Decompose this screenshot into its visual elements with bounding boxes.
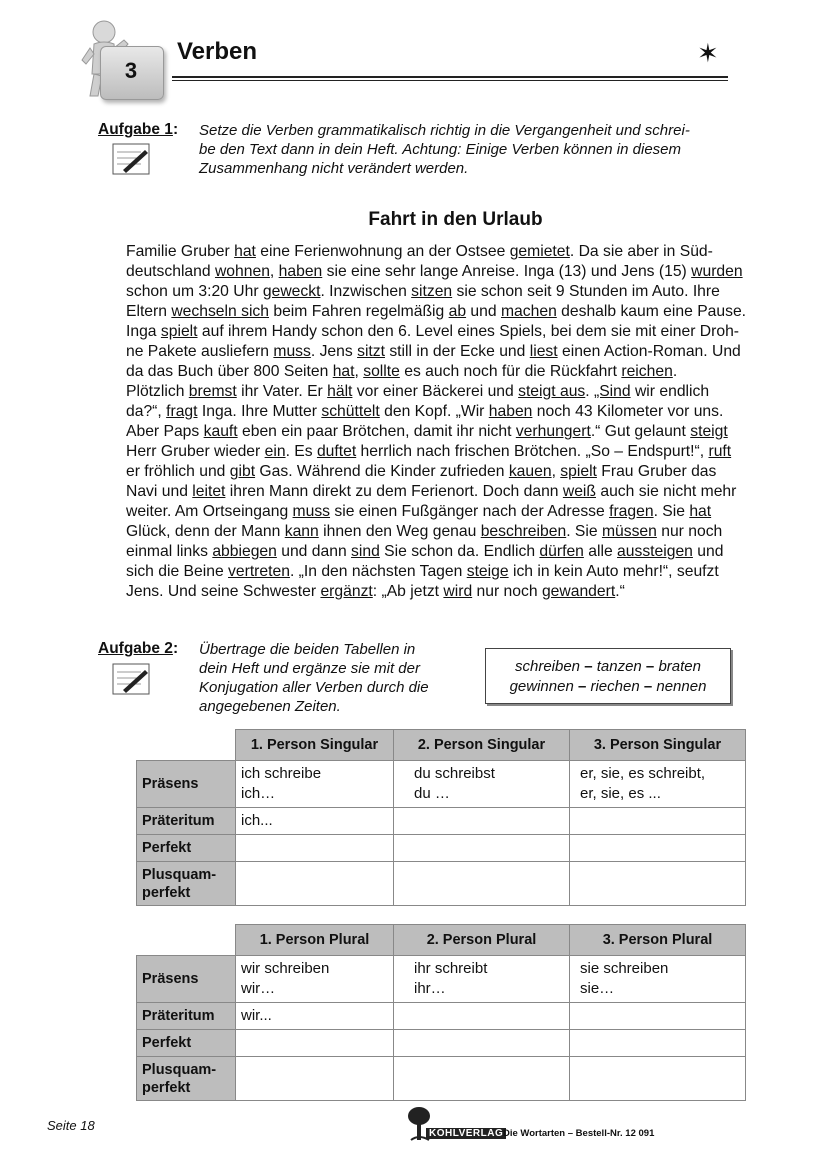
story-text-segment: Herr Gruber wieder	[126, 443, 265, 460]
story-text-segment: und	[466, 303, 501, 320]
conjugation-table-singular	[136, 729, 746, 906]
row-header: Plusquam- perfekt	[137, 1057, 236, 1101]
underlined-verb: fragt	[166, 403, 198, 420]
table-cell: wir schreiben wir…	[236, 956, 394, 1003]
story-line	[126, 482, 766, 502]
story-line	[126, 362, 766, 382]
underlined-verb: bremst	[188, 383, 237, 400]
table-cell: sie schreiben sie…	[570, 956, 746, 1003]
difficulty-star-icon: ✶	[697, 38, 719, 68]
underlined-verb: wohnen	[214, 263, 270, 280]
underlined-verb: kann	[284, 523, 319, 540]
story-text-segment: er fröhlich und	[126, 463, 230, 480]
underlined-verb: sind	[351, 543, 380, 560]
table-cell	[570, 808, 746, 835]
underlined-verb: fragen	[609, 503, 654, 520]
underlined-verb: gemietet	[509, 243, 570, 260]
table-cell	[394, 862, 570, 906]
underlined-verb: abbiegen	[212, 543, 277, 560]
story-text-segment: Inga	[126, 323, 161, 340]
column-header: 3. Person Plural	[570, 925, 746, 956]
story-text-segment: . Da sie aber in Süd-	[569, 243, 713, 260]
column-header: 2. Person Singular	[394, 730, 570, 761]
story-text-segment: Plötzlich	[126, 383, 189, 400]
table-cell	[236, 835, 394, 862]
table-cell	[394, 1003, 570, 1030]
table-header-row	[137, 925, 746, 956]
table-cell	[570, 1030, 746, 1057]
table-cell	[394, 1057, 570, 1101]
writing-pen-icon	[111, 662, 151, 696]
underlined-verb: steigt aus	[518, 383, 586, 400]
story-text-segment: und	[692, 543, 724, 560]
story-text-segment: ihren Mann direkt zu dem Ferienort. Doch dann	[225, 483, 563, 500]
story-text-segment: . „In den nächsten Tagen	[289, 563, 467, 580]
story-text-segment: Glück, denn der Mann	[126, 523, 285, 540]
underlined-verb: wird	[443, 583, 473, 600]
page-number: Seite 18	[47, 1118, 95, 1133]
task2-label: Aufgabe 2:	[98, 640, 179, 657]
row-header: Perfekt	[137, 1030, 236, 1057]
column-header: 3. Person Singular	[570, 730, 746, 761]
underlined-verb: haben	[488, 403, 533, 420]
underlined-verb: beschreiben	[480, 523, 567, 540]
underlined-verb: hat	[689, 503, 712, 520]
story-line	[126, 322, 766, 342]
story-line	[126, 282, 766, 302]
underlined-verb: vertreten	[228, 563, 290, 580]
table-header-row	[137, 730, 746, 761]
table-cell	[570, 1003, 746, 1030]
writing-pen-icon	[111, 142, 151, 176]
table-row	[137, 862, 746, 906]
story-text-segment: auf ihrem Handy schon den 6. Level eines Spiels, bei dem sie mit einer Droh-	[197, 323, 740, 340]
table-row	[137, 835, 746, 862]
story-text-segment: Gas. Während die Kinder zufrieden	[255, 463, 509, 480]
underlined-verb: schüttelt	[321, 403, 380, 420]
story-text-segment: deshalb kaum eine Pause.	[556, 303, 747, 320]
story-text-segment: vor einer Bäckerei und	[352, 383, 519, 400]
table-cell	[394, 1030, 570, 1057]
conjugation-table-plural	[136, 924, 746, 1101]
story-line	[126, 262, 766, 282]
story-text-segment: es auch noch für die Rückfahrt	[399, 363, 622, 380]
story-line	[126, 302, 766, 322]
page-title: Verben	[177, 38, 258, 65]
table-row	[137, 1030, 746, 1057]
story-text-segment: .“ Gut gelaunt	[590, 423, 691, 440]
story-text-segment: .	[585, 383, 594, 400]
task1-instructions: Setze die Verben grammatikalisch richtig in die Vergangenheit und schrei- be den Text dann in dein Heft. Achtung: Einige Verben können in diesem Zusammenhang nicht verändert werden.	[199, 122, 690, 177]
underlined-verb: ruft	[708, 443, 732, 460]
footer-info: Die Wortarten – Bestell-Nr. 12 091	[503, 1128, 655, 1139]
table-row	[137, 1003, 746, 1030]
table-cell: er, sie, es schreibt, er, sie, es ...	[570, 761, 746, 808]
story-text-segment: eben ein paar Brötchen, damit ihr nicht	[237, 423, 516, 440]
underlined-verb: kauft	[203, 423, 238, 440]
story-text-segment: Aber Paps	[126, 423, 204, 440]
underlined-verb: machen	[500, 303, 557, 320]
story-text-segment: nur noch	[656, 523, 723, 540]
story-text-segment: sie eine sehr lange Anreise. Inga (13) und Jens (15)	[322, 263, 692, 280]
story-text-segment: ihnen den Weg genau	[318, 523, 481, 540]
story-text-segment: ,	[551, 463, 561, 480]
story-text-segment: sie schon seit 9 Stunden im Auto. Ihre	[452, 283, 720, 300]
underlined-verb: hat	[332, 363, 355, 380]
story-line	[126, 342, 766, 362]
story-text-segment: Jens. Und seine Schwester	[126, 583, 321, 600]
story-text-segment: Frau Gruber das	[596, 463, 717, 480]
underlined-verb: weiß	[562, 483, 596, 500]
underlined-verb: duftet	[316, 443, 357, 460]
story-text-segment: noch 43 Kilometer vor uns.	[532, 403, 724, 420]
underlined-verb: reichen	[621, 363, 673, 380]
story-text-segment: Eltern	[126, 303, 172, 320]
underlined-verb: muss	[292, 503, 331, 520]
story-text-segment: ,	[269, 263, 279, 280]
table-cell: wir...	[236, 1003, 394, 1030]
underlined-verb: dürfen	[539, 543, 584, 560]
story-line	[126, 442, 766, 462]
underlined-verb: verhungert	[515, 423, 591, 440]
underlined-verb: hat	[234, 243, 256, 260]
row-header: Präteritum	[137, 1003, 236, 1030]
story-text-segment: Familie Gruber	[126, 243, 235, 260]
table-row	[137, 956, 746, 1003]
story-text-segment: weiter. Am Ortseingang	[126, 503, 293, 520]
underlined-verb: wechseln sich	[171, 303, 269, 320]
table-cell	[394, 808, 570, 835]
underlined-verb: wurden	[691, 263, 743, 280]
story-text-segment: auch sie nicht mehr	[596, 483, 737, 500]
table-cell	[570, 1057, 746, 1101]
story-text-segment: beim Fahren regelmäßig	[269, 303, 449, 320]
table-row	[137, 761, 746, 808]
story-text-segment: ne Pakete ausliefern	[126, 343, 274, 360]
underlined-verb: ab	[448, 303, 467, 320]
underlined-verb: müssen	[601, 523, 657, 540]
story-text-segment: . Jens	[310, 343, 358, 360]
header-divider-thin	[172, 80, 728, 81]
story-line	[126, 422, 766, 442]
column-header: 1. Person Singular	[236, 730, 394, 761]
table-cell	[236, 862, 394, 906]
story-line	[126, 502, 766, 522]
story-text-segment: . Es	[285, 443, 317, 460]
underlined-verb: haben	[278, 263, 323, 280]
table-row	[137, 808, 746, 835]
story-text	[126, 242, 766, 602]
verb-list-box: schreiben – tanzen – braten gewinnen – riechen – nennen	[485, 648, 731, 704]
story-text-segment: den Kopf. „Wir	[379, 403, 489, 420]
story-text-segment: .	[672, 363, 678, 380]
story-text-segment: Navi und	[126, 483, 193, 500]
underlined-verb: spielt	[160, 323, 198, 340]
underlined-verb: kauen	[508, 463, 552, 480]
story-text-segment: ich in kein Auto mehr!“, seufzt	[508, 563, 719, 580]
task2-instructions: Übertrage die beiden Tabellen in dein Heft und ergänze sie mit der Konjugation aller Verben durch die angegebenen Zeiten.	[199, 641, 429, 715]
row-header: Plusquam- perfekt	[137, 862, 236, 906]
story-text-segment: einen Action-Roman. Und	[557, 343, 741, 360]
underlined-verb: geweckt	[262, 283, 321, 300]
table-cell	[394, 835, 570, 862]
chapter-number: 3	[124, 58, 138, 83]
column-header: 1. Person Plural	[236, 925, 394, 956]
story-line	[126, 242, 766, 262]
underlined-verb: sollte	[363, 363, 400, 380]
publisher-logo: KOHLVERLAG	[426, 1128, 506, 1139]
story-text-segment: : „Ab jetzt	[372, 583, 444, 600]
underlined-verb: muss	[273, 343, 311, 360]
story-text-segment: alle	[583, 543, 618, 560]
story-text-segment: nur noch	[472, 583, 542, 600]
underlined-verb: hält	[327, 383, 353, 400]
story-line	[126, 402, 766, 422]
story-text-segment: .“	[615, 583, 625, 600]
story-line	[126, 382, 766, 402]
header-divider	[172, 76, 728, 78]
story-text-segment: sich die Beine	[126, 563, 229, 580]
table-cell	[570, 862, 746, 906]
story-text-segment: deutschland	[126, 263, 215, 280]
row-header: Präteritum	[137, 808, 236, 835]
underlined-verb: aussteigen	[617, 543, 693, 560]
story-text-segment: schon um 3:20 Uhr	[126, 283, 263, 300]
story-text-segment: ihr Vater. Er	[236, 383, 328, 400]
table-cell: ich schreibe ich…	[236, 761, 394, 808]
underlined-verb: spielt	[560, 463, 597, 480]
story-line	[126, 522, 766, 542]
story-text-segment: . Sie	[566, 523, 602, 540]
story-title: Fahrt in den Urlaub	[368, 209, 543, 230]
table-cell: ihr schreibt ihr…	[394, 956, 570, 1003]
story-text-segment: . Sie	[653, 503, 690, 520]
underlined-verb: steige	[466, 563, 509, 580]
story-text-segment: da?“,	[126, 403, 167, 420]
story-line	[126, 582, 766, 602]
table-cell	[236, 1057, 394, 1101]
table-cell	[570, 835, 746, 862]
story-text-segment: Sie schon da. Endlich	[379, 543, 540, 560]
underlined-verb: ein	[264, 443, 286, 460]
row-header: Präsens	[137, 956, 236, 1003]
underlined-verb: leitet	[192, 483, 226, 500]
story-text-segment: da das Buch über 800 Seiten	[126, 363, 333, 380]
story-text-segment: einmal links	[126, 543, 213, 560]
underlined-verb: sitzen	[411, 283, 453, 300]
story-text-segment: still in der Ecke und	[384, 343, 530, 360]
table-cell: ich...	[236, 808, 394, 835]
underlined-verb: „Sind	[593, 383, 631, 400]
story-line	[126, 542, 766, 562]
story-text-segment: ,	[354, 363, 364, 380]
underlined-verb: ergänzt	[320, 583, 373, 600]
story-text-segment: und dann	[276, 543, 352, 560]
story-line	[126, 562, 766, 582]
story-text-segment: eine Ferienwohnung an der Ostsee	[255, 243, 510, 260]
row-header: Perfekt	[137, 835, 236, 862]
story-text-segment: . Inzwischen	[320, 283, 412, 300]
story-text-segment: herrlich nach frischen Brötchen. „So – Endspurt!“,	[356, 443, 709, 460]
underlined-verb: gibt	[229, 463, 256, 480]
story-line	[126, 462, 766, 482]
story-text-segment: Inga. Ihre Mutter	[197, 403, 322, 420]
underlined-verb: liest	[529, 343, 558, 360]
table-row	[137, 1057, 746, 1101]
underlined-verb: gewandert	[541, 583, 616, 600]
table-cell	[236, 1030, 394, 1057]
story-text-segment: wir endlich	[630, 383, 710, 400]
table-cell: du schreibst du …	[394, 761, 570, 808]
task1-label: Aufgabe 1:	[98, 121, 179, 138]
underlined-verb: sitzt	[357, 343, 385, 360]
column-header: 2. Person Plural	[394, 925, 570, 956]
underlined-verb: steigt	[690, 423, 728, 440]
story-text-segment: sie einen Fußgänger nach der Adresse	[330, 503, 610, 520]
row-header: Präsens	[137, 761, 236, 808]
